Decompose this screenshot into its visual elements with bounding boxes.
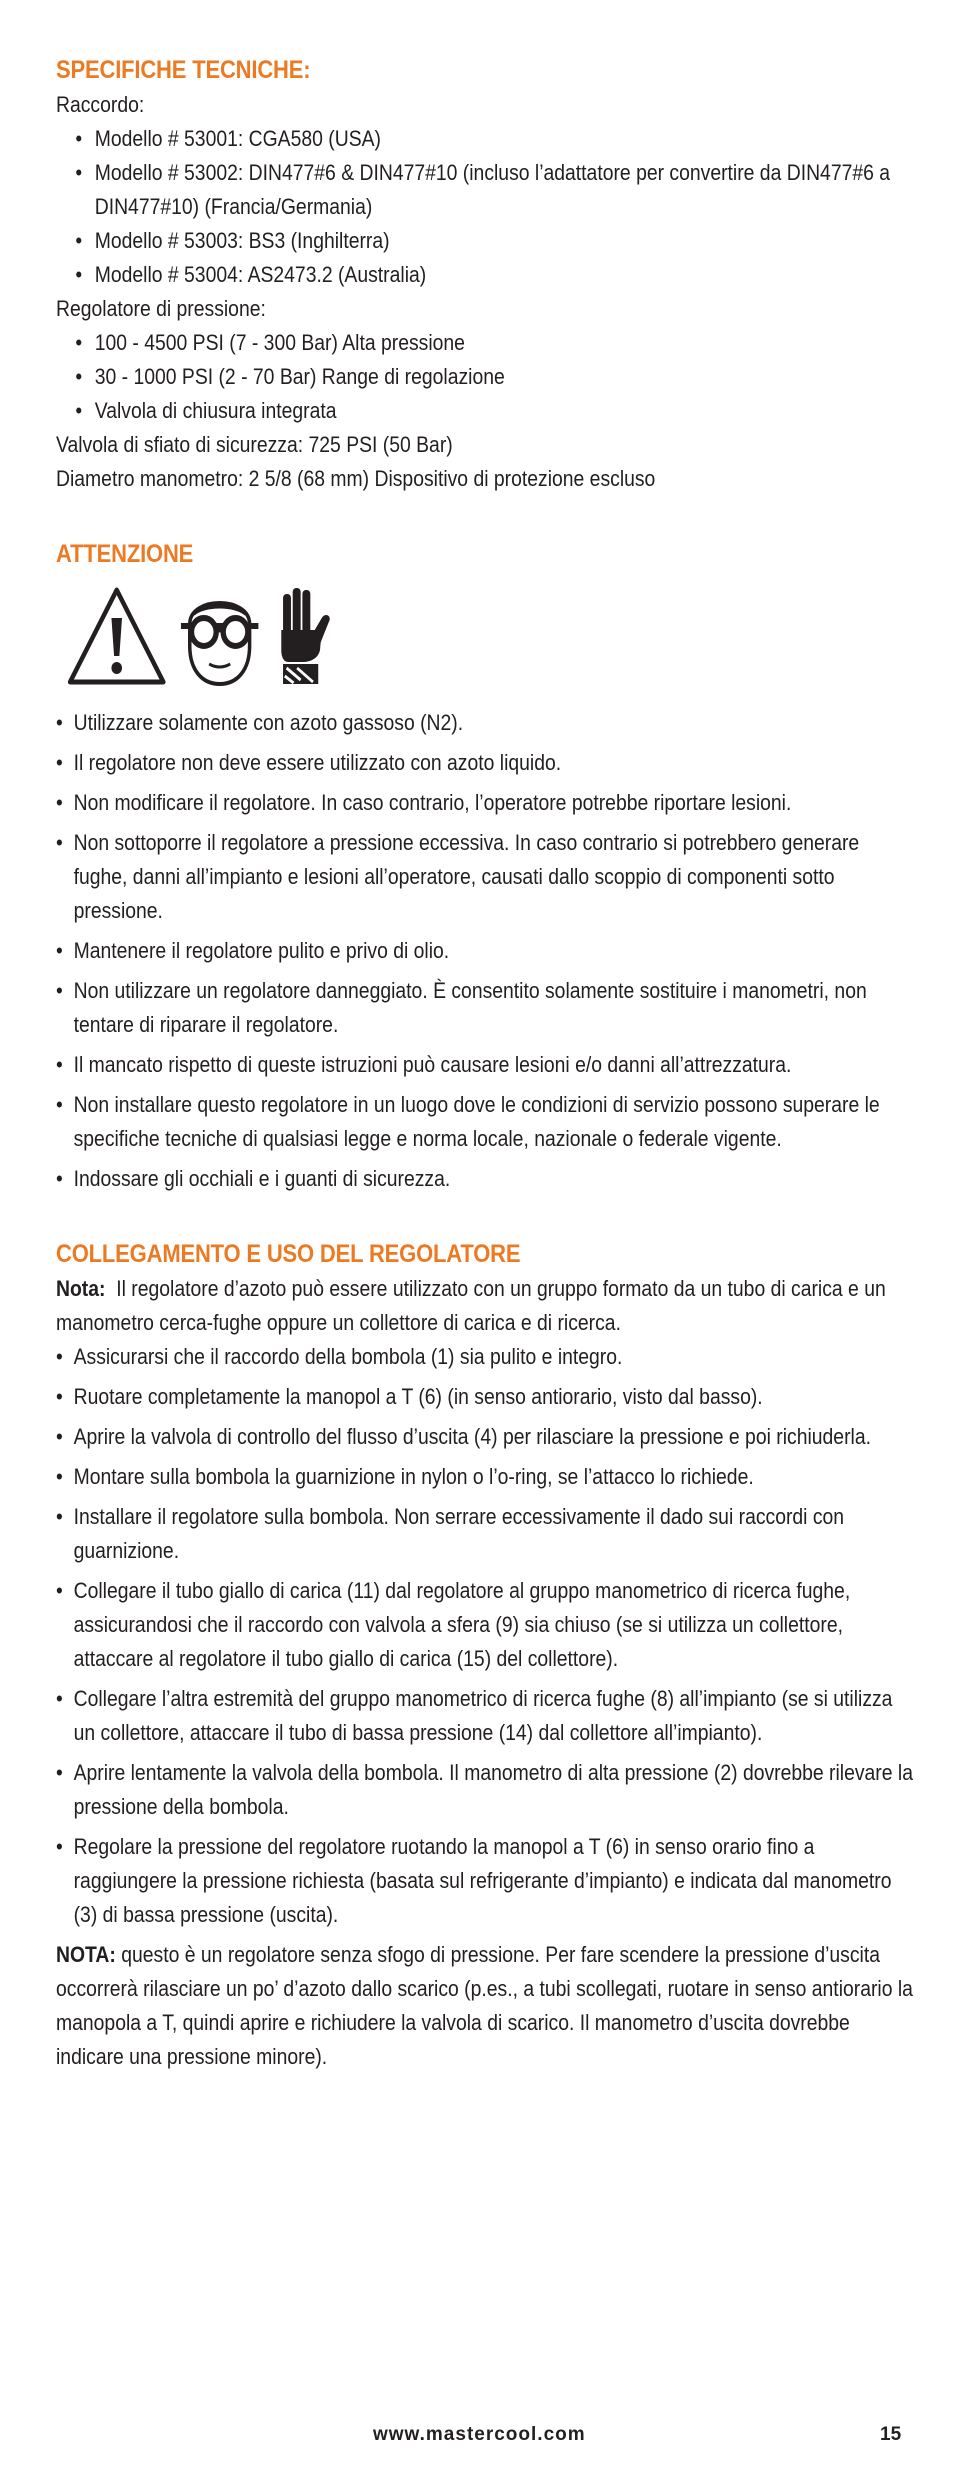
fitting-list <box>56 122 916 292</box>
warning-section <box>56 536 916 1196</box>
gauge-diameter-spec: Diametro manometro: 2 5/8 (68 mm) Dispositivo di protezione escluso <box>56 466 656 491</box>
list-item: • Modello # 53004: AS2473.2 (Australia) <box>74 258 916 292</box>
footer-url: www.mastercool.com <box>373 2424 586 2445</box>
final-note-text: questo è un regolatore senza sfogo di pressione. Per fare scendere la pressione d’uscita occorrerà rilasciare un po’ d’azoto dallo scarico (p.es., a tubi scollegati, ruotare in senso antiorario la manopola a T, quindi aprire e richiudere la valvola di scarico. Il manometro d’uscita dovrebbe indicare una pressione minore). <box>56 1942 913 2069</box>
list-item: • Non installare questo regolatore in un luogo dove le condizioni di servizio possono superare le specifiche tecniche di qualsiasi legge e norma locale, nazionale o federale vigente. <box>56 1088 916 1156</box>
list-item: • Ruotare completamente la manopol a T (6) (in senso antiorario, visto dal basso). <box>56 1380 916 1414</box>
connection-heading: COLLEGAMENTO E USO DEL REGOLATORE <box>56 1240 521 1268</box>
regulator-label: Regolatore di pressione: <box>56 296 266 321</box>
list-item: • Modello # 53003: BS3 (Inghilterra) <box>74 224 916 258</box>
note-label: Nota: <box>56 1276 106 1301</box>
warning-heading: ATTENZIONE <box>56 540 194 568</box>
list-item: • Il mancato rispetto di queste istruzioni può causare lesioni e/o danni all’attrezzatura. <box>56 1048 916 1082</box>
list-item: • Modello # 53001: CGA580 (USA) <box>74 122 916 156</box>
list-item: • Regolare la pressione del regolatore ruotando la manopol a T (6) in senso orario fino a raggiungere la pressione richiesta (basata sul refrigerante d’impianto) e indicata dal manometro (3) di bassa pressione (uscita). <box>56 1830 916 1932</box>
list-item: • Assicurarsi che il raccordo della bombola (1) sia pulito e integro. <box>56 1340 916 1374</box>
warning-list <box>56 706 916 1196</box>
list-item: • Non modificare il regolatore. In caso contrario, l’operatore potrebbe riportare lesioni. <box>56 786 916 820</box>
list-item: • Collegare il tubo giallo di carica (11) dal regolatore al gruppo manometrico di ricerca fughe, assicurandosi che il raccordo con valvola a sfera (9) sia chiuso (se si utilizza un collettore, attaccare al regolatore il tubo giallo di carica (15) del collettore). <box>56 1574 916 1676</box>
page-content <box>56 52 916 2074</box>
list-item: • 30 - 1000 PSI (2 - 70 Bar) Range di regolazione <box>74 360 916 394</box>
safety-goggles-icon <box>177 584 261 688</box>
specs-heading: SPECIFICHE TECNICHE: <box>56 56 311 84</box>
list-item: • Non utilizzare un regolatore danneggiato. È consentito solamente sostituire i manometri, non tentare di riparare il regolatore. <box>56 974 916 1042</box>
list-item: • Aprire la valvola di controllo del flusso d’uscita (4) per rilasciare la pressione e poi richiuderla. <box>56 1420 916 1454</box>
connection-note <box>56 1272 916 1340</box>
relief-valve-spec: Valvola di sfiato di sicurezza: 725 PSI (50 Bar) <box>56 432 453 457</box>
final-note <box>56 1938 916 2074</box>
list-item: • 100 - 4500 PSI (7 - 300 Bar) Alta pressione <box>74 326 916 360</box>
connection-list <box>56 1340 916 1932</box>
list-item: • Aprire lentamente la valvola della bombola. Il manometro di alta pressione (2) dovrebbe rilevare la pressione della bombola. <box>56 1756 916 1824</box>
page-number: 15 <box>880 2424 902 2445</box>
list-item: • Il regolatore non deve essere utilizzato con azoto liquido. <box>56 746 916 780</box>
list-item: • Mantenere il regolatore pulito e privo di olio. <box>56 934 916 968</box>
note-text: Il regolatore d’azoto può essere utilizzato con un gruppo formato da un tubo di carica e un manometro cerca-fughe oppure un collettore di carica e di ricerca. <box>56 1276 886 1335</box>
regulator-list <box>56 326 916 428</box>
list-item: • Utilizzare solamente con azoto gassoso (N2). <box>56 706 916 740</box>
list-item: • Non sottoporre il regolatore a pressione eccessiva. In caso contrario si potrebbero generare fughe, danni all’impianto e lesioni all’operatore, causati dallo scoppio di componenti sotto pressione. <box>56 826 916 928</box>
list-item: • Modello # 53002: DIN477#6 & DIN477#10 (incluso l’adattatore per convertire da DIN477#6 a DIN477#10) (Francia/Germania) <box>74 156 916 224</box>
final-note-label: NOTA: <box>56 1942 116 1967</box>
safety-gloves-icon <box>271 584 338 688</box>
list-item: • Indossare gli occhiali e i guanti di sicurezza. <box>56 1162 916 1196</box>
specs-section <box>56 52 916 496</box>
list-item: • Valvola di chiusura integrata <box>74 394 916 428</box>
fitting-label: Raccordo: <box>56 92 145 117</box>
list-item: • Installare il regolatore sulla bombola. Non serrare eccessivamente il dado sui raccordi con guarnizione. <box>56 1500 916 1568</box>
list-item: • Montare sulla bombola la guarnizione in nylon o l’o-ring, se l’attacco lo richiede. <box>56 1460 916 1494</box>
page <box>56 52 916 2074</box>
list-item: • Collegare l’altra estremità del gruppo manometrico di ricerca fughe (8) all’impianto (se si utilizza un collettore, attaccare il tubo di bassa pressione (14) dal collettore all’impianto). <box>56 1682 916 1750</box>
warning-triangle-icon <box>65 584 169 688</box>
safety-icons <box>65 580 916 692</box>
connection-section <box>56 1236 916 2074</box>
